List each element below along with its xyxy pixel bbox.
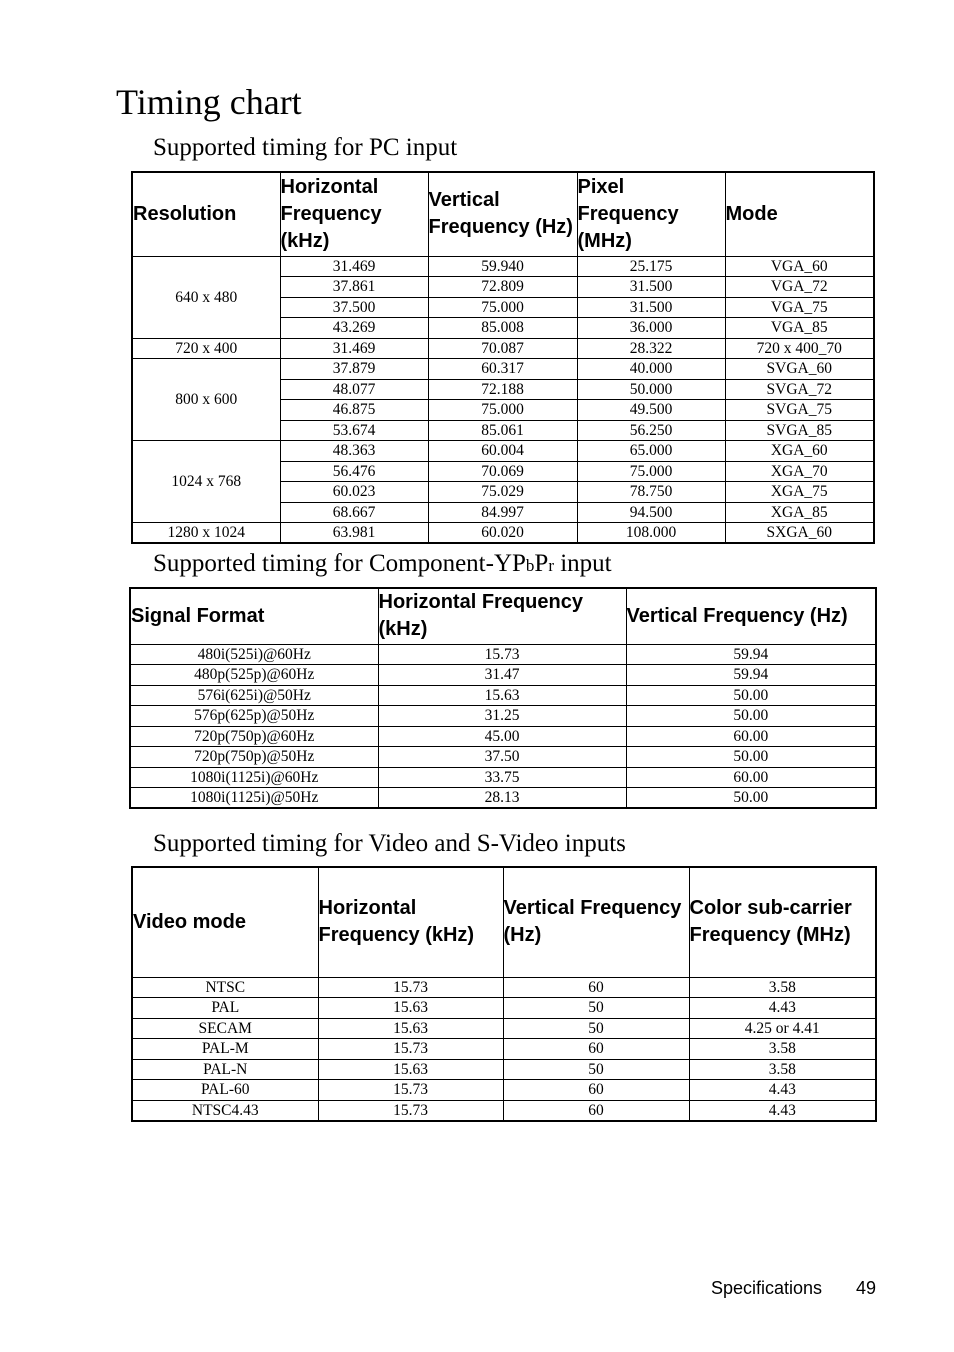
cell-vertical-frequency: 72.188 — [428, 379, 577, 400]
cell-pixel-frequency: 31.500 — [577, 297, 725, 318]
cell-horizontal-frequency: 15.63 — [378, 685, 626, 706]
cell-horizontal-frequency: 31.47 — [378, 665, 626, 686]
cell-vertical-frequency: 75.000 — [428, 400, 577, 421]
cell-horizontal-frequency: 63.981 — [280, 523, 428, 544]
component-title-sub-b: b — [525, 556, 535, 575]
table-header-row — [132, 172, 874, 256]
cell-horizontal-frequency: 37.50 — [378, 747, 626, 768]
header-vertical-frequency: Vertical Frequency (Hz) — [503, 867, 689, 977]
table-row — [132, 998, 876, 1019]
component-title-p: P — [534, 550, 549, 577]
footer-section-name: Specifications — [710, 1278, 822, 1298]
cell-vertical-frequency: 70.087 — [428, 338, 577, 359]
table-header-row — [132, 867, 876, 977]
cell-vertical-frequency: 70.069 — [428, 461, 577, 482]
table-row — [130, 726, 876, 747]
cell-vertical-frequency: 50 — [503, 1059, 689, 1080]
table-row — [132, 977, 876, 998]
cell-signal-format: 480i(525i)@60Hz — [130, 644, 378, 665]
cell-horizontal-frequency: 15.73 — [318, 977, 503, 998]
cell-color-subcarrier-frequency: 4.25 or 4.41 — [689, 1018, 876, 1039]
cell-video-mode: NTSC4.43 — [132, 1100, 318, 1121]
cell-signal-format: 720p(750p)@60Hz — [130, 726, 378, 747]
cell-horizontal-frequency: 60.023 — [280, 482, 428, 503]
cell-vertical-frequency: 50 — [503, 998, 689, 1019]
cell-color-subcarrier-frequency: 3.58 — [689, 1059, 876, 1080]
cell-pixel-frequency: 56.250 — [577, 420, 725, 441]
table-row — [130, 665, 876, 686]
table-row — [132, 1100, 876, 1121]
cell-pixel-frequency: 40.000 — [577, 359, 725, 380]
cell-horizontal-frequency: 48.363 — [280, 441, 428, 462]
cell-video-mode: SECAM — [132, 1018, 318, 1039]
cell-horizontal-frequency: 53.674 — [280, 420, 428, 441]
cell-resolution: 1280 x 1024 — [132, 523, 280, 544]
cell-horizontal-frequency: 48.077 — [280, 379, 428, 400]
header-vertical-frequency: Vertical Frequency (Hz) — [626, 588, 876, 644]
cell-horizontal-frequency: 15.73 — [378, 644, 626, 665]
cell-mode: 720 x 400_70 — [725, 338, 874, 359]
cell-resolution: 800 x 600 — [132, 359, 280, 441]
table-row — [130, 644, 876, 665]
cell-video-mode: NTSC — [132, 977, 318, 998]
cell-color-subcarrier-frequency: 4.43 — [689, 1080, 876, 1101]
cell-horizontal-frequency: 15.73 — [318, 1039, 503, 1060]
table-row — [132, 441, 874, 462]
cell-mode: SVGA_85 — [725, 420, 874, 441]
cell-video-mode: PAL-M — [132, 1039, 318, 1060]
video-table-body — [132, 977, 876, 1121]
cell-resolution: 640 x 480 — [132, 256, 280, 338]
cell-horizontal-frequency: 31.469 — [280, 338, 428, 359]
cell-mode: SVGA_72 — [725, 379, 874, 400]
cell-vertical-frequency: 60.004 — [428, 441, 577, 462]
component-title-suffix: input — [553, 550, 612, 577]
cell-vertical-frequency: 59.94 — [626, 644, 876, 665]
cell-mode: SXGA_60 — [725, 523, 874, 544]
cell-color-subcarrier-frequency: 3.58 — [689, 1039, 876, 1060]
table-row — [132, 256, 874, 277]
cell-pixel-frequency: 49.500 — [577, 400, 725, 421]
table-row — [132, 523, 874, 544]
cell-video-mode: PAL-60 — [132, 1080, 318, 1101]
cell-vertical-frequency: 75.029 — [428, 482, 577, 503]
cell-vertical-frequency: 50.00 — [626, 706, 876, 727]
table-row — [132, 1080, 876, 1101]
cell-horizontal-frequency: 37.879 — [280, 359, 428, 380]
header-mode: Mode — [725, 172, 874, 256]
header-video-mode: Video mode — [132, 867, 318, 977]
component-section-title — [153, 549, 612, 581]
cell-vertical-frequency: 85.061 — [428, 420, 577, 441]
page-number: 49 — [855, 1278, 876, 1298]
cell-vertical-frequency: 59.940 — [428, 256, 577, 277]
cell-video-mode: PAL-N — [132, 1059, 318, 1080]
cell-horizontal-frequency: 15.63 — [318, 1059, 503, 1080]
cell-horizontal-frequency: 15.73 — [318, 1080, 503, 1101]
cell-resolution: 720 x 400 — [132, 338, 280, 359]
header-horizontal-frequency: Horizontal Frequency (kHz) — [378, 588, 626, 644]
cell-pixel-frequency: 36.000 — [577, 318, 725, 339]
header-vertical-frequency: Vertical Frequency (Hz) — [428, 172, 577, 256]
cell-vertical-frequency: 84.997 — [428, 502, 577, 523]
cell-pixel-frequency: 65.000 — [577, 441, 725, 462]
cell-vertical-frequency: 60 — [503, 1100, 689, 1121]
cell-signal-format: 1080i(1125i)@50Hz — [130, 788, 378, 809]
table-row — [130, 706, 876, 727]
cell-horizontal-frequency: 56.476 — [280, 461, 428, 482]
cell-vertical-frequency: 50.00 — [626, 788, 876, 809]
header-resolution: Resolution — [132, 172, 280, 256]
cell-vertical-frequency: 50 — [503, 1018, 689, 1039]
cell-vertical-frequency: 60 — [503, 1080, 689, 1101]
cell-mode: XGA_85 — [725, 502, 874, 523]
cell-signal-format: 576p(625p)@50Hz — [130, 706, 378, 727]
table-row — [130, 788, 876, 809]
table-row — [130, 685, 876, 706]
cell-pixel-frequency: 28.322 — [577, 338, 725, 359]
cell-vertical-frequency: 60.00 — [626, 726, 876, 747]
pc-timing-table — [131, 171, 875, 544]
cell-horizontal-frequency: 31.469 — [280, 256, 428, 277]
cell-pixel-frequency: 75.000 — [577, 461, 725, 482]
cell-vertical-frequency: 59.94 — [626, 665, 876, 686]
cell-pixel-frequency: 94.500 — [577, 502, 725, 523]
cell-vertical-frequency: 60 — [503, 977, 689, 998]
cell-pixel-frequency: 108.000 — [577, 523, 725, 544]
video-timing-table — [131, 866, 877, 1122]
cell-mode: XGA_60 — [725, 441, 874, 462]
cell-color-subcarrier-frequency: 4.43 — [689, 998, 876, 1019]
cell-mode: VGA_75 — [725, 297, 874, 318]
cell-resolution: 1024 x 768 — [132, 441, 280, 523]
cell-horizontal-frequency: 15.63 — [318, 998, 503, 1019]
cell-mode: SVGA_60 — [725, 359, 874, 380]
cell-mode: XGA_70 — [725, 461, 874, 482]
page-footer — [0, 1278, 954, 1300]
cell-mode: VGA_60 — [725, 256, 874, 277]
cell-horizontal-frequency: 68.667 — [280, 502, 428, 523]
cell-signal-format: 1080i(1125i)@60Hz — [130, 767, 378, 788]
cell-horizontal-frequency: 43.269 — [280, 318, 428, 339]
cell-signal-format: 576i(625i)@50Hz — [130, 685, 378, 706]
component-title-prefix: Supported timing for Component-YP — [153, 550, 526, 577]
table-row — [132, 359, 874, 380]
cell-vertical-frequency: 50.00 — [626, 685, 876, 706]
header-horizontal-frequency: Horizontal Frequency (kHz) — [318, 867, 503, 977]
cell-horizontal-frequency: 28.13 — [378, 788, 626, 809]
table-row — [132, 1039, 876, 1060]
component-table-body — [130, 644, 876, 808]
header-horizontal-frequency: Horizontal Frequency (kHz) — [280, 172, 428, 256]
table-row — [130, 767, 876, 788]
cell-horizontal-frequency: 37.861 — [280, 277, 428, 298]
cell-horizontal-frequency: 31.25 — [378, 706, 626, 727]
cell-video-mode: PAL — [132, 998, 318, 1019]
table-header-row — [130, 588, 876, 644]
component-timing-table — [129, 587, 877, 809]
cell-pixel-frequency: 25.175 — [577, 256, 725, 277]
cell-mode: SVGA_75 — [725, 400, 874, 421]
header-pixel-frequency: Pixel Frequency (MHz) — [577, 172, 725, 256]
cell-vertical-frequency: 60.020 — [428, 523, 577, 544]
cell-mode: XGA_75 — [725, 482, 874, 503]
cell-signal-format: 720p(750p)@50Hz — [130, 747, 378, 768]
table-row — [130, 747, 876, 768]
cell-mode: VGA_85 — [725, 318, 874, 339]
component-title-sub-r: r — [548, 556, 554, 575]
table-row — [132, 1059, 876, 1080]
cell-horizontal-frequency: 46.875 — [280, 400, 428, 421]
pc-section-title: Supported timing for PC input — [153, 134, 458, 161]
cell-color-subcarrier-frequency: 3.58 — [689, 977, 876, 998]
cell-vertical-frequency: 60.317 — [428, 359, 577, 380]
cell-horizontal-frequency: 33.75 — [378, 767, 626, 788]
cell-vertical-frequency: 60 — [503, 1039, 689, 1060]
cell-signal-format: 480p(525p)@60Hz — [130, 665, 378, 686]
cell-horizontal-frequency: 15.63 — [318, 1018, 503, 1039]
cell-pixel-frequency: 31.500 — [577, 277, 725, 298]
cell-vertical-frequency: 60.00 — [626, 767, 876, 788]
cell-color-subcarrier-frequency: 4.43 — [689, 1100, 876, 1121]
cell-horizontal-frequency: 37.500 — [280, 297, 428, 318]
video-section-title: Supported timing for Video and S-Video inputs — [153, 830, 626, 857]
header-signal-format: Signal Format — [130, 588, 378, 644]
cell-pixel-frequency: 78.750 — [577, 482, 725, 503]
table-row — [132, 1018, 876, 1039]
table-row — [132, 338, 874, 359]
cell-vertical-frequency: 85.008 — [428, 318, 577, 339]
cell-mode: VGA_72 — [725, 277, 874, 298]
header-color-subcarrier-frequency: Color sub-carrier Frequency (MHz) — [689, 867, 876, 977]
page-title: Timing chart — [116, 82, 302, 122]
cell-horizontal-frequency: 15.73 — [318, 1100, 503, 1121]
cell-vertical-frequency: 75.000 — [428, 297, 577, 318]
pc-table-body — [132, 256, 874, 543]
cell-horizontal-frequency: 45.00 — [378, 726, 626, 747]
cell-pixel-frequency: 50.000 — [577, 379, 725, 400]
cell-vertical-frequency: 72.809 — [428, 277, 577, 298]
cell-vertical-frequency: 50.00 — [626, 747, 876, 768]
